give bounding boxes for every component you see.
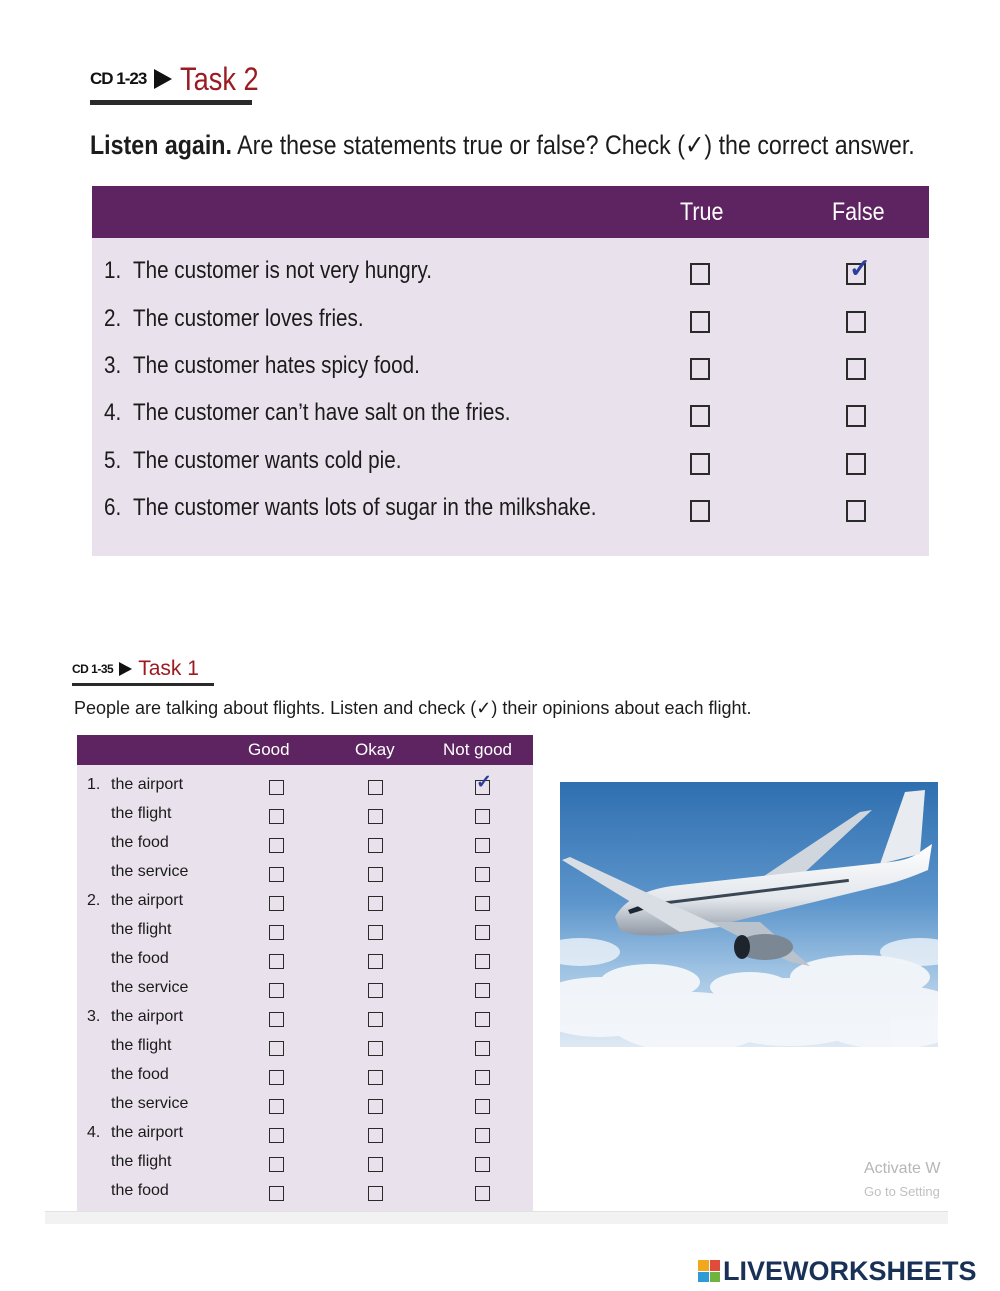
item-text: the food (111, 1066, 169, 1083)
good-checkbox[interactable] (269, 1128, 284, 1143)
statement-text: The customer is not very hungry. (133, 257, 433, 284)
checkmark-icon: ✓ (849, 253, 871, 283)
good-checkbox[interactable] (269, 867, 284, 882)
not-good-checkbox[interactable] (475, 1012, 490, 1027)
good-checkbox[interactable] (269, 1099, 284, 1114)
not-good-checkbox[interactable] (475, 838, 490, 853)
not-good-checkbox[interactable] (475, 867, 490, 882)
checkmark-icon: ✓ (476, 772, 492, 793)
task2-instruction-rest: Are these statements true or false? Check (✓) the correct answer. (231, 130, 915, 160)
column-header-true: True (680, 198, 724, 226)
task2-table-header (92, 186, 929, 238)
false-checkbox[interactable] (846, 311, 866, 333)
good-checkbox[interactable] (269, 896, 284, 911)
good-checkbox[interactable] (269, 1070, 284, 1085)
okay-checkbox[interactable] (368, 1041, 383, 1056)
column-header-okay: Okay (355, 740, 395, 759)
table-row (77, 887, 533, 916)
table-row (77, 916, 533, 945)
not-good-checkbox[interactable] (475, 772, 492, 795)
table-row (92, 249, 929, 296)
column-header-not-good: Not good (443, 740, 512, 759)
okay-checkbox[interactable] (368, 1128, 383, 1143)
true-checkbox[interactable] (690, 453, 710, 475)
task1-cd-label: CD 1-35 (72, 662, 114, 676)
task2-instruction (90, 130, 915, 161)
row-number: 2. (104, 305, 122, 332)
okay-checkbox[interactable] (368, 925, 383, 940)
item-text: the service (111, 1095, 189, 1112)
column-header-good: Good (248, 740, 290, 759)
okay-checkbox[interactable] (368, 867, 383, 882)
row-number: 2. (87, 892, 101, 909)
play-arrow-icon (119, 662, 132, 676)
airplane-photo (560, 782, 938, 1047)
okay-checkbox[interactable] (368, 780, 383, 795)
not-good-checkbox[interactable] (475, 1186, 490, 1201)
table-row (77, 800, 533, 829)
good-checkbox[interactable] (269, 925, 284, 940)
task1-title: Task 1 (138, 657, 199, 680)
go-to-settings-watermark: Go to Setting (864, 1184, 940, 1199)
not-good-checkbox[interactable] (475, 1099, 490, 1114)
good-checkbox[interactable] (269, 838, 284, 853)
table-row (92, 486, 929, 533)
true-checkbox[interactable] (690, 500, 710, 522)
good-checkbox[interactable] (269, 809, 284, 824)
okay-checkbox[interactable] (368, 954, 383, 969)
task2-instruction-bold: Listen again. (90, 130, 232, 160)
statement-text: The customer can’t have salt on the fries. (133, 399, 511, 426)
row-number: 3. (87, 1008, 101, 1025)
table-row (92, 297, 929, 344)
false-checkbox[interactable] (846, 253, 871, 285)
airplane-illustration (560, 782, 938, 1047)
item-text: the flight (111, 1153, 172, 1170)
table-row (77, 771, 533, 800)
table-row (77, 1032, 533, 1061)
item-text: the flight (111, 921, 172, 938)
item-text: the flight (111, 805, 172, 822)
task2-heading (90, 56, 273, 102)
okay-checkbox[interactable] (368, 983, 383, 998)
row-number: 1. (87, 776, 101, 793)
item-text: the food (111, 950, 169, 967)
good-checkbox[interactable] (269, 983, 284, 998)
okay-checkbox[interactable] (368, 1157, 383, 1172)
task1-instruction: People are talking about flights. Listen and check (✓) their opinions about each flight. (74, 698, 752, 718)
row-number: 1. (104, 257, 122, 284)
not-good-checkbox[interactable] (475, 954, 490, 969)
table-row (77, 1061, 533, 1090)
statement-text: The customer wants lots of sugar in the milkshake. (133, 494, 597, 521)
false-checkbox[interactable] (846, 500, 866, 522)
good-checkbox[interactable] (269, 1157, 284, 1172)
row-number: 3. (104, 352, 122, 379)
okay-checkbox[interactable] (368, 1070, 383, 1085)
task1-heading (72, 655, 199, 683)
true-checkbox[interactable] (690, 405, 710, 427)
toolbar-strip (45, 1211, 948, 1224)
table-row (77, 945, 533, 974)
task1-title-underline (72, 683, 214, 686)
not-good-checkbox[interactable] (475, 925, 490, 940)
good-checkbox[interactable] (269, 780, 284, 795)
not-good-checkbox[interactable] (475, 1128, 490, 1143)
item-text: the service (111, 863, 189, 880)
not-good-checkbox[interactable] (475, 1041, 490, 1056)
table-row (92, 439, 929, 486)
table-row (77, 1119, 533, 1148)
task2-cd-label: CD 1-23 (90, 69, 147, 88)
table-row (77, 1003, 533, 1032)
good-checkbox[interactable] (269, 1012, 284, 1027)
liveworksheets-logo-icon (698, 1260, 720, 1282)
item-text: the airport (111, 892, 184, 909)
good-checkbox[interactable] (269, 1186, 284, 1201)
table-row (77, 1148, 533, 1177)
activate-windows-watermark: Activate W (864, 1160, 941, 1177)
not-good-checkbox[interactable] (475, 983, 490, 998)
okay-checkbox[interactable] (368, 1186, 383, 1201)
row-number: 5. (104, 447, 122, 474)
table-row (77, 858, 533, 887)
okay-checkbox[interactable] (368, 838, 383, 853)
table-row (77, 829, 533, 858)
false-checkbox[interactable] (846, 358, 866, 380)
row-number: 4. (87, 1124, 101, 1141)
statement-text: The customer loves fries. (133, 305, 364, 332)
item-text: the flight (111, 1037, 172, 1054)
statement-text: The customer wants cold pie. (133, 447, 402, 474)
liveworksheets-logo-text: LIVEWORKSHEETS (723, 1255, 977, 1286)
play-arrow-icon (154, 69, 172, 89)
item-text: the airport (111, 1124, 184, 1141)
task2-table (92, 186, 929, 556)
item-text: the food (111, 834, 169, 851)
table-row (77, 1177, 533, 1206)
not-good-checkbox[interactable] (475, 896, 490, 911)
item-text: the service (111, 979, 189, 996)
item-text: the airport (111, 776, 184, 793)
statement-text: The customer hates spicy food. (133, 352, 420, 379)
true-checkbox[interactable] (690, 263, 710, 285)
item-text: the food (111, 1182, 169, 1199)
task2-title-underline (90, 100, 252, 105)
not-good-checkbox[interactable] (475, 1070, 490, 1085)
column-header-false: False (832, 198, 885, 226)
okay-checkbox[interactable] (368, 809, 383, 824)
not-good-checkbox[interactable] (475, 1157, 490, 1172)
good-checkbox[interactable] (269, 1041, 284, 1056)
liveworksheets-logo (698, 1256, 977, 1286)
task1-table (77, 735, 533, 1211)
table-row (77, 974, 533, 1003)
true-checkbox[interactable] (690, 358, 710, 380)
not-good-checkbox[interactable] (475, 809, 490, 824)
good-checkbox[interactable] (269, 954, 284, 969)
false-checkbox[interactable] (846, 453, 866, 475)
item-text: the airport (111, 1008, 184, 1025)
true-checkbox[interactable] (690, 311, 710, 333)
row-number: 6. (104, 494, 122, 521)
okay-checkbox[interactable] (368, 1012, 383, 1027)
task2-title: Task 2 (180, 60, 259, 97)
table-row (92, 391, 929, 438)
table-row (77, 1090, 533, 1119)
row-number: 4. (104, 399, 122, 426)
okay-checkbox[interactable] (368, 896, 383, 911)
table-row (92, 344, 929, 391)
false-checkbox[interactable] (846, 405, 866, 427)
okay-checkbox[interactable] (368, 1099, 383, 1114)
task1-table-header (77, 735, 533, 765)
